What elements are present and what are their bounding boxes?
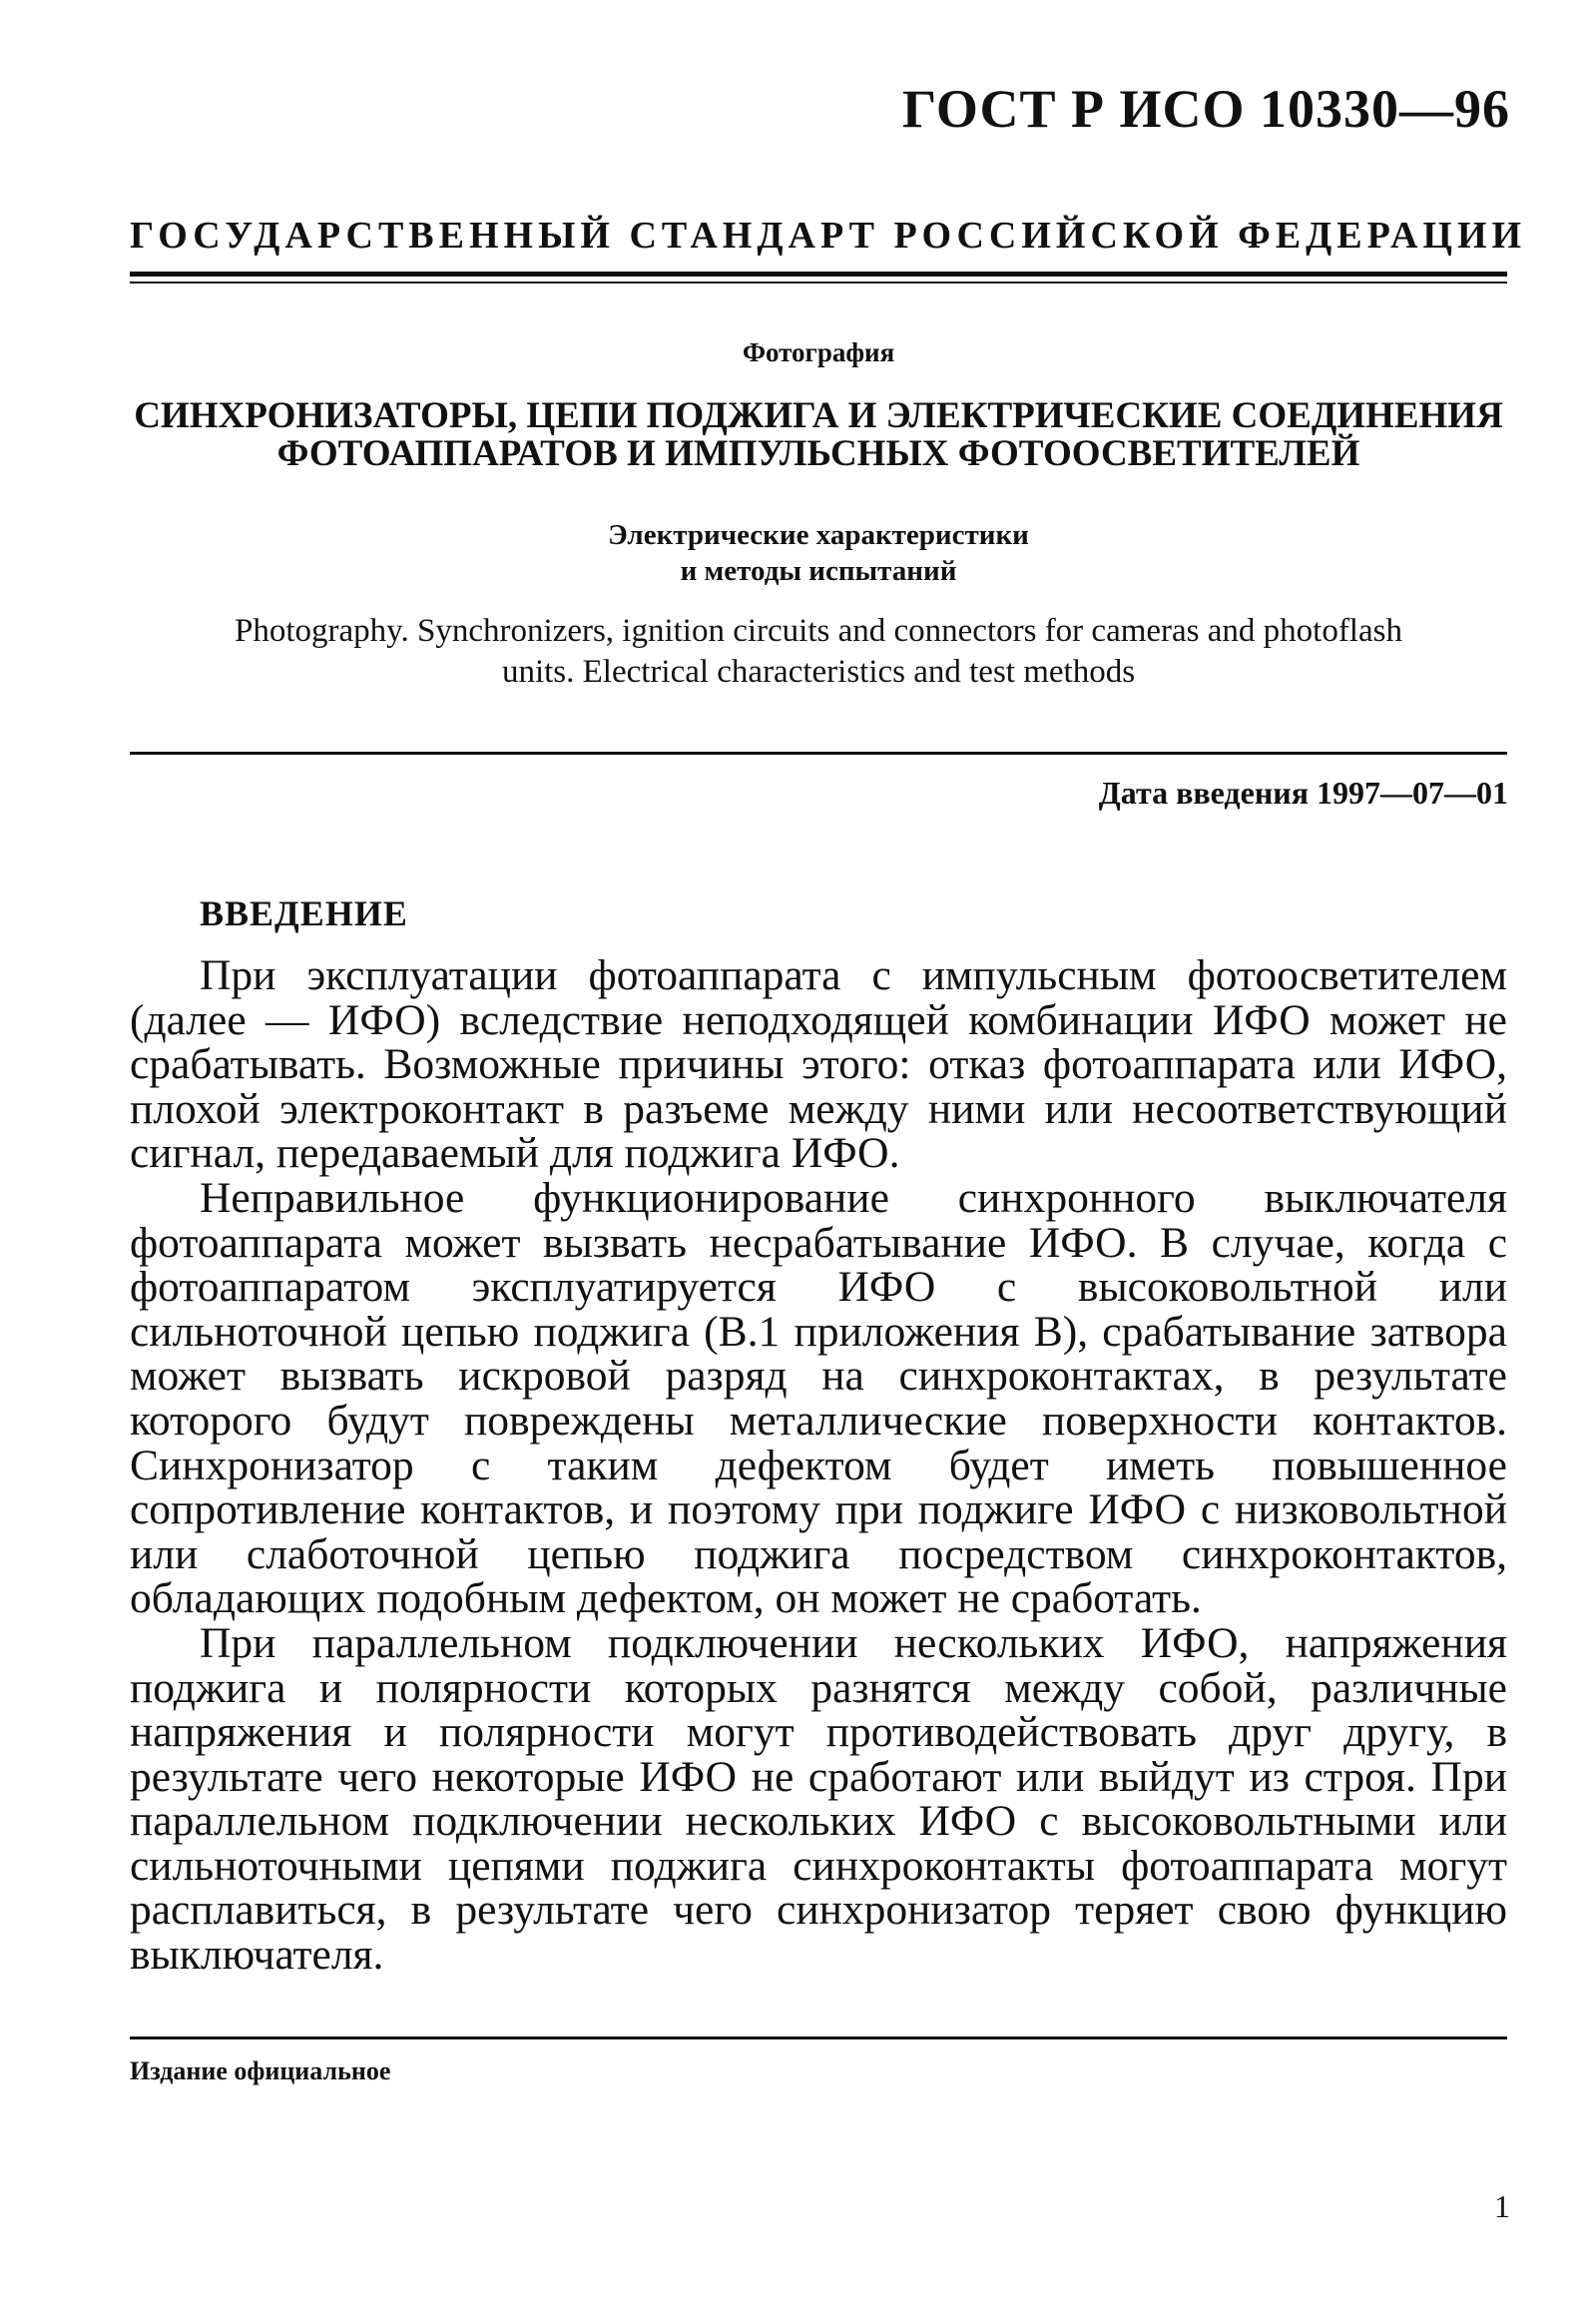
edition-label: Издание официальное xyxy=(130,2056,391,2085)
introduction-date: Дата введения 1997—07—01 xyxy=(1098,775,1508,811)
section-heading: ВВЕДЕНИЕ xyxy=(200,893,408,933)
main-title-line-1: СИНХРОНИЗАТОРЫ, ЦЕПИ ПОДЖИГА И ЭЛЕКТРИЧЕСКИЕ СОЕДИНЕНИЯ xyxy=(134,395,1503,436)
subtitle-line-1: Электрические характеристики xyxy=(608,519,1029,551)
body-text xyxy=(130,953,1507,1978)
main-title-line-2: ФОТОАППАРАТОВ И ИМПУЛЬСНЫХ ФОТООСВЕТИТЕЛЕЙ xyxy=(276,433,1360,474)
title-block-rule xyxy=(130,752,1507,755)
paragraph: Неправильное функционирование синхронного выключателя фотоаппарата может вызвать несрабатывание ИФО. В случае, когда с фотоаппаратом эксплуатируется ИФО с высоковольтной или сильноточной цепью поджига (В.1 приложения В), срабатывание затвора может вызвать искровой разряд на синхроконтактах, в результате которого будут повреждены металлические поверхности контактов. Синхронизатор с таким дефектом будет иметь повышенное сопротивление контактов, и поэтому при поджиге ИФО с низковольтной или слаботочной цепью поджига посредством синхроконтактов, обладающих подобным дефектом, он может не сработать. xyxy=(130,1173,1507,1623)
header-rule-thick xyxy=(130,272,1507,277)
english-title-line-1: Photography. Synchronizers, ignition circuits and connectors for cameras and photoflash xyxy=(235,613,1402,649)
english-title xyxy=(130,611,1507,693)
subtitle-line-2: и методы испытаний xyxy=(680,555,957,587)
english-title-line-2: units. Electrical characteristics and test methods xyxy=(501,654,1136,690)
standard-title: ГОСУДАРСТВЕННЫЙ СТАНДАРТ РОССИЙСКОЙ ФЕДЕРАЦИИ xyxy=(130,215,1527,257)
paragraph: При параллельном подключении нескольких ИФО, напряжения поджига и полярности которых разнятся между собой, различные напряжения и полярности могут противодействовать друг другу, в результате чего некоторые ИФО не сработают или выйдут из строя. При параллельном подключении нескольких ИФО с высоковольтными или сильноточными цепями поджига синхроконтакты фотоаппарата могут расплавиться, в результате чего синхронизатор теряет свою функцию выключателя. xyxy=(130,1618,1507,1980)
category-label: Фотография xyxy=(742,337,895,367)
document-number: ГОСТ Р ИСО 10330—96 xyxy=(901,79,1510,139)
footer-rule xyxy=(130,2036,1507,2039)
main-title xyxy=(130,397,1507,473)
header-rule-thin xyxy=(130,282,1507,284)
subtitle xyxy=(130,517,1507,589)
paragraph: При эксплуатации фотоаппарата с импульсным фотоосветителем (далее — ИФО) вследствие неподходящей комбинации ИФО может не срабатывать. Возможные причины этого: отказ фотоаппарата или ИФО, плохой электроконтакт в разъеме между ними или несоответствующий сигнал, передаваемый для поджига ИФО. xyxy=(130,951,1507,1178)
page-number: 1 xyxy=(1494,2188,1510,2224)
